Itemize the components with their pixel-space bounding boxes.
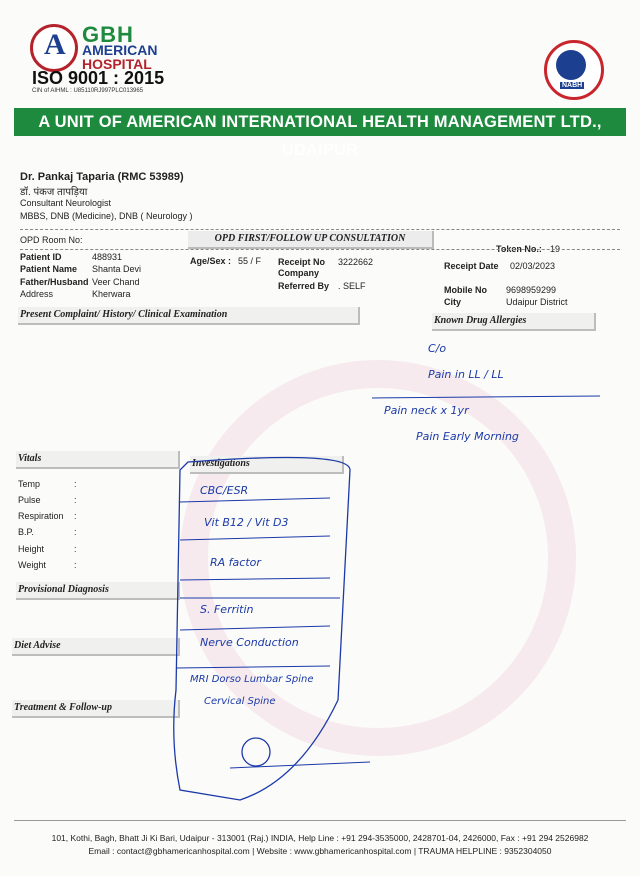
hw-investigation-5: Nerve Conduction: [200, 636, 299, 649]
hw-investigation-2: Vit B12 / Vit D3: [204, 516, 289, 529]
vital-colon: :: [74, 495, 77, 505]
hw-investigation-1: CBC/ESR: [200, 484, 249, 497]
patient-name-label: Patient Name: [20, 264, 78, 274]
mobile-value: 9698959299: [506, 285, 557, 295]
footer-divider: [14, 820, 626, 821]
hw-complaint-1: C/o: [428, 342, 447, 355]
vital-colon: :: [74, 479, 77, 489]
brand-line-2: AMERICAN: [82, 42, 158, 58]
banner: A UNIT OF AMERICAN INTERNATIONAL HEALTH MANAGEMENT LTD., UDAIPUR: [14, 108, 626, 136]
patient-id-label: Patient ID: [20, 252, 62, 262]
investigations-section-header: Investigations: [190, 456, 344, 474]
doctor-title: Consultant Neurologist: [20, 198, 112, 208]
hw-investigation-3: RA factor: [210, 556, 261, 569]
logo-letter: A: [44, 28, 66, 61]
vital-temp: Temp: [18, 479, 41, 489]
mobile-label: Mobile No: [444, 285, 487, 295]
hw-investigation-6: MRI Dorso Lumbar Spine: [190, 674, 314, 685]
address-label: Address: [20, 289, 54, 299]
father-label: Father/Husband: [20, 277, 89, 287]
brand-line-3: HOSPITAL: [82, 56, 152, 72]
vital-colon: :: [74, 527, 77, 537]
receipt-value: 3222662: [338, 257, 374, 267]
hw-complaint-3: Pain neck x 1yr: [384, 404, 469, 417]
vital-respiration: Respiration: [18, 511, 64, 521]
receipt-label: Receipt No: [278, 257, 326, 267]
city-label: City: [444, 297, 462, 307]
agesex-label: Age/Sex :: [190, 256, 232, 266]
referred-label: Referred By: [278, 281, 330, 291]
allergies-section-header: Known Drug Allergies: [432, 313, 596, 331]
diagnosis-section-header: Provisional Diagnosis: [16, 582, 180, 600]
vital-weight: Weight: [18, 560, 46, 570]
vital-height: Height: [18, 544, 45, 554]
footer-contact: Email : contact@gbhamericanhospital.com | Website : www.gbhamericanhospital.com | TRAUMA HELPLINE : 9352304050: [88, 846, 552, 856]
receipt-date-value: 02/03/2023: [510, 261, 556, 271]
city-value: Udaipur District: [506, 297, 568, 307]
patient-name-value: Shanta Devi: [92, 264, 142, 274]
hw-complaint-2: Pain in LL / LL: [428, 368, 504, 381]
token-label: Token No.:: [496, 244, 542, 254]
hw-complaint-4: Pain Early Morning: [416, 430, 519, 443]
vital-pulse: Pulse: [18, 495, 41, 505]
receipt-date-label: Receipt Date: [444, 261, 499, 271]
complaint-section-header: Present Complaint/ History/ Clinical Examination: [18, 307, 360, 325]
vitals-section-header: Vitals: [16, 451, 180, 469]
iso-certification: ISO 9001 : 2015: [32, 68, 165, 88]
cin-number: CIN of AIHML : U85110RJ997PLC013965: [32, 88, 144, 94]
nabh-label: NABH: [562, 82, 583, 89]
token-value: 19: [550, 244, 561, 254]
footer-address: 101, Kothi, Bagh, Bhatt Ji Ki Bari, Udaipur - 313001 (Raj.) INDIA, Help Line : +91 294-3535000, 2428701-04, 2426000, Fax : +91 294 2526982: [51, 833, 589, 843]
hw-investigation-7: Cervical Spine: [204, 696, 276, 707]
doctor-name-hindi: डॉ. पंकज तापड़िया: [20, 187, 88, 198]
company-label: Company: [278, 268, 320, 278]
vital-colon: :: [74, 511, 77, 521]
hw-investigation-4: S. Ferritin: [200, 603, 254, 616]
address-value: Kherwara: [92, 289, 131, 299]
treatment-section-header: Treatment & Follow-up: [12, 700, 180, 718]
consultation-title: OPD FIRST/FOLLOW UP CONSULTATION: [188, 231, 434, 249]
brand-line-1: GBH: [82, 22, 134, 47]
agesex-value: 55 / F: [238, 256, 262, 266]
referred-value: . SELF: [338, 281, 366, 291]
vital-colon: :: [74, 544, 77, 554]
vital-colon: :: [74, 560, 77, 570]
vital-bp: B.P.: [18, 527, 34, 537]
patient-id-value: 488931: [92, 252, 123, 262]
father-value: Veer Chand: [92, 277, 140, 287]
opd-room-label: OPD Room No:: [20, 235, 83, 245]
doctor-qualification: MBBS, DNB (Medicine), DNB ( Neurology ): [20, 211, 193, 221]
doctor-name: Dr. Pankaj Taparia (RMC 53989): [20, 171, 184, 183]
diet-section-header: Diet Advise: [12, 638, 180, 656]
